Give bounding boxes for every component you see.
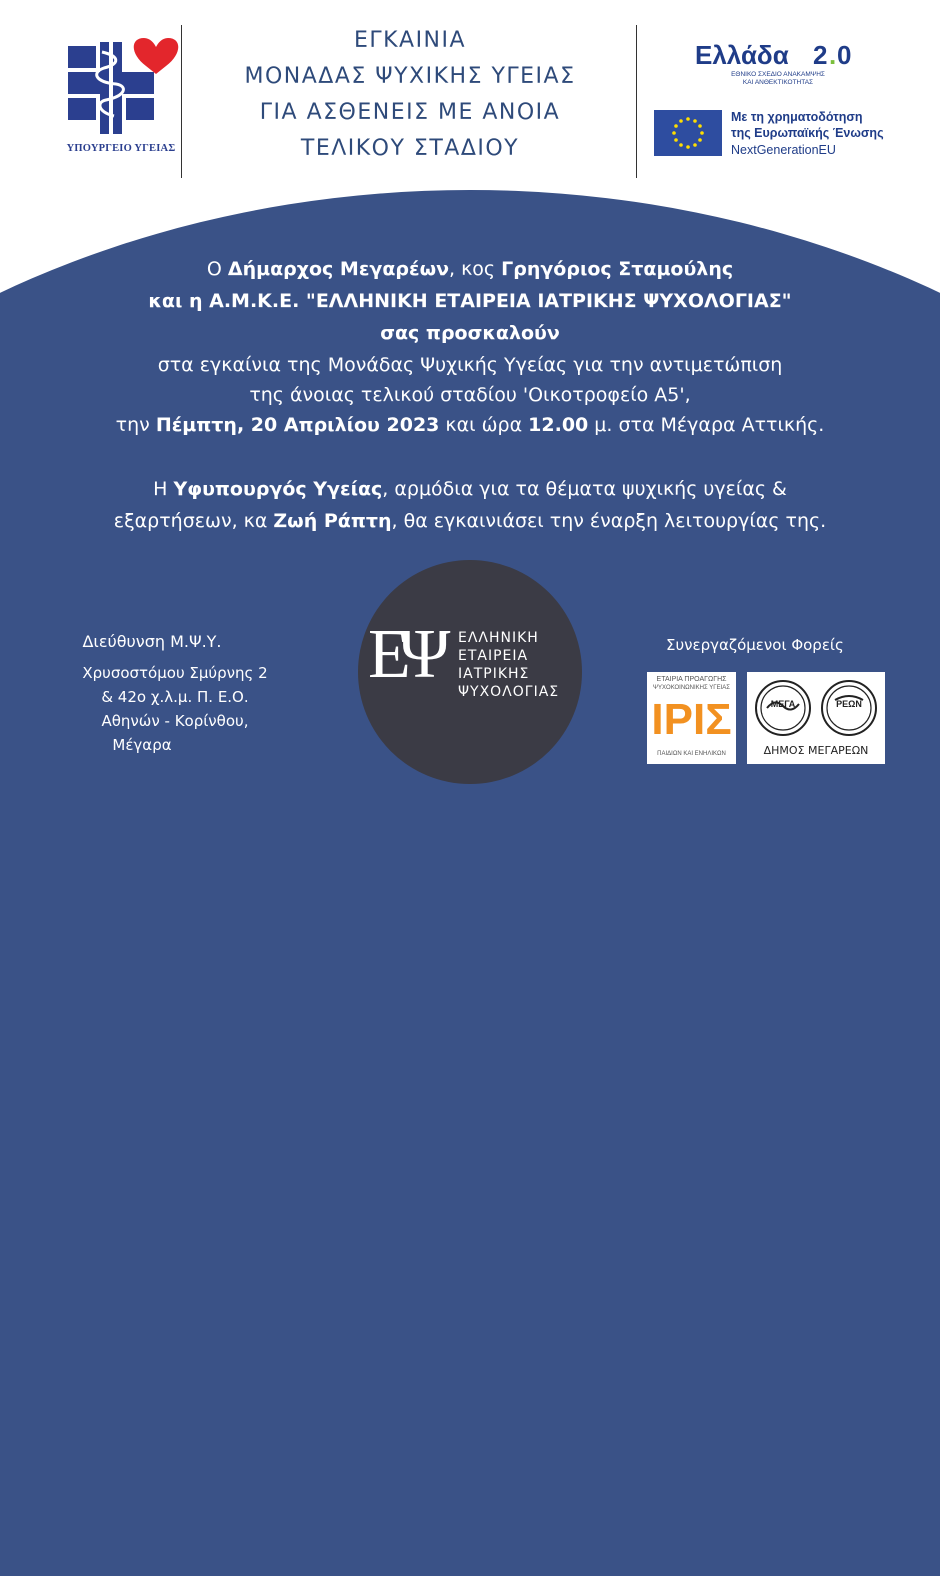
mayor-title: Δήμαρχος Μεγαρέων [227,258,450,280]
invite-text: , αρμόδια για τα θέματα ψυχικής υγείας & [382,478,787,500]
eu-flag [654,110,722,156]
event-date: Πέμπτη, 20 Απριλίου 2023 [155,414,440,436]
event-time: 12.00 [528,414,589,436]
address-heading: Διεύθυνση Μ.Ψ.Υ. [82,632,222,651]
invite-verb: σας προσκαλούν [380,322,560,344]
iris-bottom-line: ΠΑΙΔΙΩΝ ΚΑΙ ΕΝΗΛΙΚΩΝ [657,751,726,757]
deputy-minister-name: Ζωή Ράπτη [273,510,392,532]
municipality-logo [747,672,885,764]
eu-funding-line-2: της Ευρωπαϊκής Ένωσης [731,126,884,140]
eepsy-line-2: ΕΤΑΙΡΕΙΑ [458,648,529,664]
eepsy-line-1: ΕΛΛΗΝΙΚΗ [458,630,539,646]
event-title-line-4: ΤΕΛΙΚΟΥ ΣΤΑΔΙΟΥ [300,136,520,161]
address-line-2: & 42ο χ.λ.μ. Π. Ε.Ο. [101,688,249,706]
address-line-1: Χρυσοστόμου Σμύρνης 2 [82,664,268,682]
greece-subtitle-2: ΚΑΙ ΑΝΘΕΚΤΙΚΟΤΗΤΑΣ [742,79,814,86]
iris-top-line-2: ΨΥΧΟΚΟΙΝΩΝΙΚΗΣ ΥΓΕΙΑΣ [653,685,730,691]
invite-text: μ. στα Μέγαρα Αττικής. [588,414,825,436]
invite-line-2 [40,290,900,312]
event-title-line-3: ΓΙΑ ΑΣΘΕΝΕΙΣ ΜΕ ΑΝΟΙΑ [259,100,561,125]
event-title-line-1: ΕΓΚΑΙΝΙΑ [353,28,467,53]
ministry-label: ΥΠΟΥΡΓΕΙΟ ΥΓΕΙΑΣ [66,143,176,154]
invite-text: Η [153,478,174,500]
invite-text: , κος [449,258,502,280]
eu-funding-line-3: NextGenerationEU [731,143,836,157]
invite-line-8 [40,510,900,532]
society-name: και η Α.Μ.Κ.Ε. "ΕΛΛΗΝΙΚΗ ΕΤΑΙΡΕΙΑ ΙΑΤΡΙΚΗΣ ΨΥΧΟΛΟΓΙΑΣ" [148,290,792,312]
greece-version-2: 2 [813,40,828,70]
mayor-name: Γρηγόριος Σταμούλης [501,258,734,280]
header-divider-left [181,25,182,178]
iris-name: ΙΡΙΣ [651,695,732,744]
municipality-name: ΔΗΜΟΣ ΜΕΓΑΡΕΩΝ [763,744,869,757]
invite-line-5: της άνοιας τελικού σταδίου 'Οικοτροφείο Α5', [249,384,691,406]
invite-line-1 [40,258,900,280]
address-line-4: Μέγαρα [112,736,172,754]
header-divider-right [636,25,637,178]
invite-text: , θα εγκαινιάσει την έναρξη λειτουργίας της. [391,510,827,532]
invite-text: και ώρα [439,414,529,436]
eu-stars-icon [654,110,722,156]
invite-text: την [115,414,156,436]
ministry-cross-heart-icon [60,32,180,144]
iris-logo [647,672,736,764]
address-line-3: Αθηνών - Κορίνθου, [101,712,249,730]
eepsy-line-4: ΨΥΧΟΛΟΓΙΑΣ [458,684,560,700]
greece-2-0-logo [695,40,895,90]
greece-version-0: 0 [837,40,852,70]
eepsy-line-3: ΙΑΤΡΙΚΗΣ [458,666,530,682]
event-title-line-2: ΜΟΝΑΔΑΣ ΨΥΧΙΚΗΣ ΥΓΕΙΑΣ [244,64,576,89]
invite-text: Ο [206,258,228,280]
invite-line-4: στα εγκαίνια της Μονάδας Ψυχικής Υγείας για την αντιμετώπιση [157,354,783,376]
invite-line-3 [40,322,900,344]
coin-mega-text: ΜΕΓΑ [770,699,796,709]
greece-word: Ελλάδα [695,40,789,70]
eu-funding-line-1: Με τη χρηματοδότηση [731,110,863,124]
greece-version-dot: . [829,40,837,70]
coin-reon-text: ΡΕΩΝ [836,699,862,709]
partners-heading: Συνεργαζόμενοι Φορείς [666,636,844,654]
invite-line-7 [40,478,900,500]
eepsy-monogram: ΕΨ [368,616,439,693]
iris-top-line-1: ΕΤΑΙΡΙΑ ΠΡΟΑΓΩΓΗΣ [656,676,727,683]
deputy-minister-title: Υφυπουργός Υγείας [173,478,383,500]
invite-text: εξαρτήσεων, κα [113,510,274,532]
invite-line-6 [40,414,900,436]
greece-subtitle-1: ΕΘΝΙΚΟ ΣΧΕΔΙΟ ΑΝΑΚΑΜΨΗΣ [731,71,825,78]
